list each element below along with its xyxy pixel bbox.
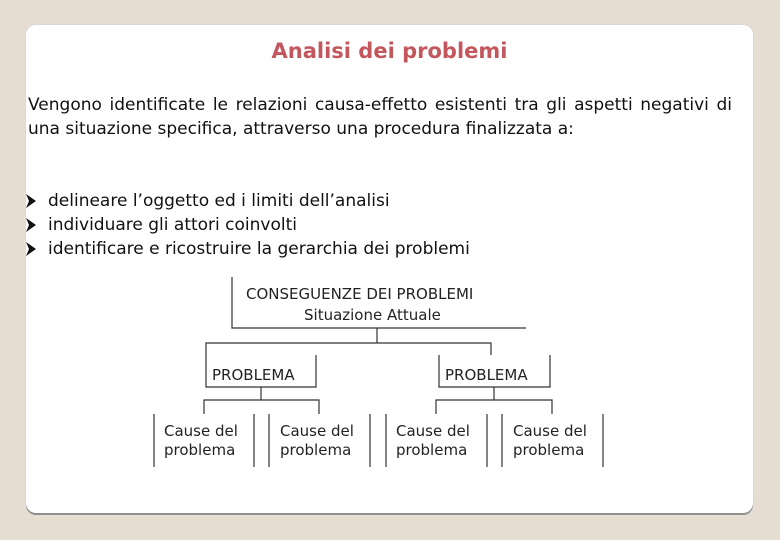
- cause-3-line1: Cause del: [396, 422, 470, 440]
- intro-paragraph: Vengono identificate le relazioni causa-effetto esistenti tra gli aspetti negativi di una situazione specifica, attraverso una procedura finalizzata a:: [28, 95, 732, 139]
- cause-1-line2: problema: [164, 441, 236, 459]
- cause-2-line2: problema: [280, 441, 352, 459]
- arrow-right-icon: [26, 218, 36, 232]
- top-box-frame: [232, 277, 526, 328]
- top-box-subtitle: Situazione Attuale: [304, 306, 441, 324]
- problem-box-right-frame: [439, 355, 550, 387]
- top-box-title: CONSEGUENZE DEI PROBLEMI: [246, 285, 474, 303]
- connector-causes-right: [436, 387, 552, 414]
- problem-box-left-frame: [206, 355, 316, 387]
- arrow-right-icon: [26, 194, 36, 208]
- slide: [26, 25, 753, 513]
- cause-1-line1: Cause del: [164, 422, 238, 440]
- bullet-text: delineare l’oggetto ed i limiti dell’analisi: [48, 191, 390, 211]
- problem-right-label: PROBLEMA: [445, 366, 528, 384]
- cause-2-line1: Cause del: [280, 422, 354, 440]
- connector-level2: [206, 343, 491, 355]
- cause-4-line2: problema: [513, 441, 585, 459]
- bullet-text: individuare gli attori coinvolti: [48, 215, 297, 235]
- slide-title: Analisi dei problemi: [271, 39, 508, 63]
- bullet-list: [26, 189, 726, 261]
- list-item: [26, 213, 726, 237]
- list-item: [26, 237, 726, 261]
- bullet-text: identificare e ricostruire la gerarchia dei problemi: [48, 239, 470, 259]
- cause-3-line2: problema: [396, 441, 468, 459]
- list-item: [26, 189, 726, 213]
- cause-4-line1: Cause del: [513, 422, 587, 440]
- arrow-right-icon: [26, 242, 36, 256]
- problem-left-label: PROBLEMA: [212, 366, 295, 384]
- connector-causes-left: [204, 387, 319, 414]
